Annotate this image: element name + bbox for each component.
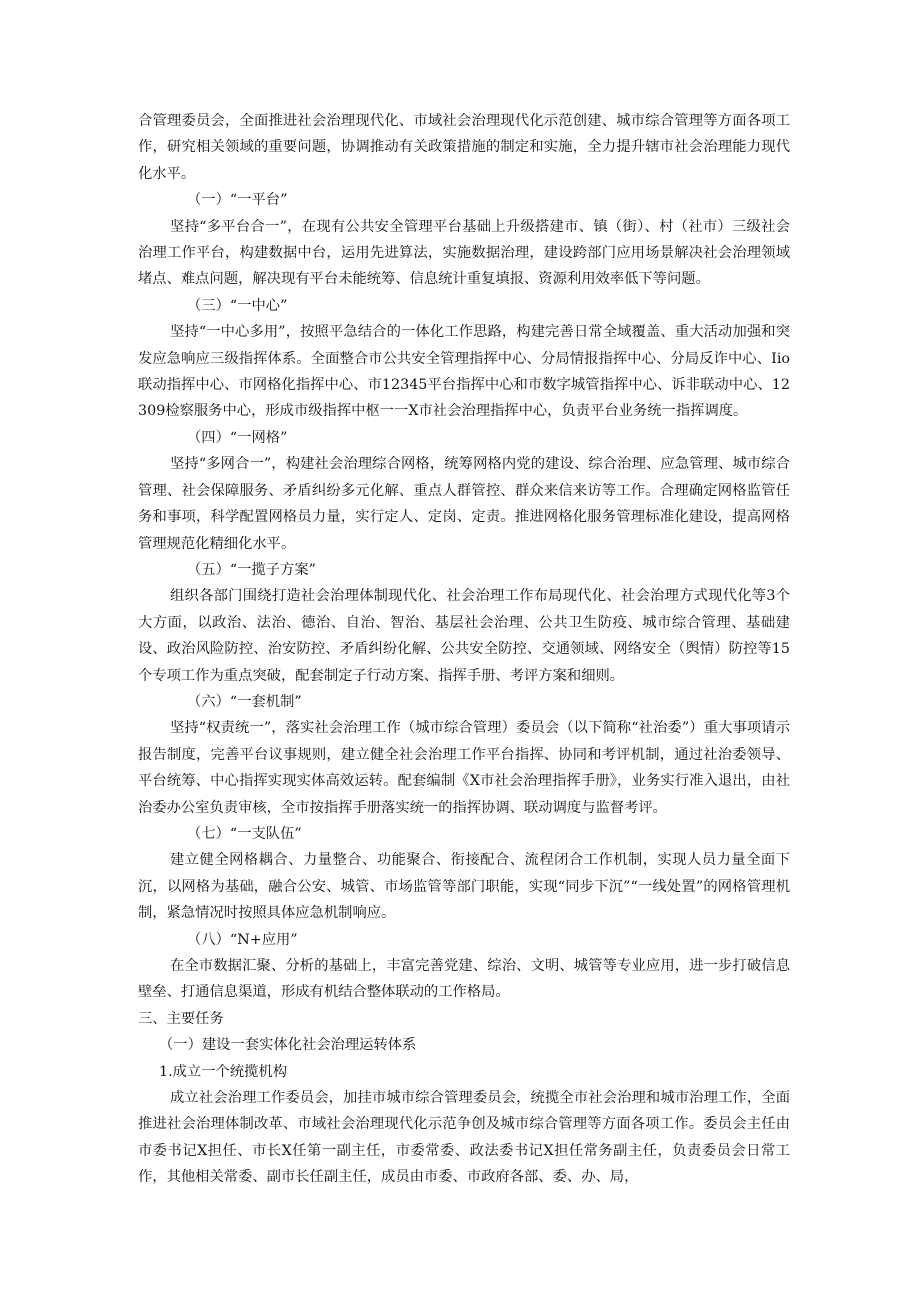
subsection-heading: （六）“一套机制” — [187, 693, 302, 710]
subsection-heading: （一）“一平台” — [187, 192, 288, 209]
paragraph-continued: 合管理委员会，全面推进社会治理现代化、市域社会治理现代化示范创建、城市综合管理等方面各项工作，研究相关领域的重要问题，协调推动有关政策措施的制定和实施，全力提升辖市社会治理能力现代化水平。 — [138, 113, 790, 182]
subsection-heading: （八）“N+应用” — [187, 931, 298, 948]
paragraph: 坚持“多网合一”，构建社会治理综合网格，统筹网格内党的建设、综合治理、应急管理、城市综合管理、社会保障服务、矛盾纠纷多元化解、重点人群管控、群众来信来访等工作。合理确定网格监管任务和事项，科学配置网格员力量，实行定人、定岗、定责。推进网格化服务管理标准化建设，提高网格管理规范化精细化水平。 — [138, 456, 790, 552]
paragraph: 成立社会治理工作委员会，加挂市城市综合管理委员会，统揽全市社会治理和城市治理工作，全面推进社会治理体制改革、市域社会治理现代化示范争创及城市综合管理等方面各项工作。委员会主任由市委书记X担任、市长X任第一副主任，市委常委、政法委书记X担任常务副主任，负责委员会日常工作，其他相关常委、副市长任副主任，成员由市委、市政府各部、委、办、局， — [138, 1090, 790, 1186]
paragraph: 坚持“权责统一”，落实社会治理工作（城市综合管理）委员会（以下简称“社治委”）重大事项请示报告制度，完善平台议事规则，建立健全社会治理工作平台指挥、协同和考评机制，通过社治委领导、平台统筹、中心指挥实现实体高效运转。配套编制《X市社会治理指挥手册》，业务实行准入退出，由社治委办公室负责审核，全市按指挥手册落实统一的指挥协调、联动调度与监督考评。 — [138, 720, 790, 816]
paragraph: 建立健全网格耦合、力量整合、功能聚合、衔接配合、流程闭合工作机制，实现人员力量全面下沉，以网格为基础，融合公安、城管、市场监管等部门职能，实现“同步下沉”“一线处置”的网格管理机制，紧急情况时按照具体应急机制响应。 — [138, 852, 790, 922]
item-heading: 1.成立一个统揽机构 — [159, 1063, 288, 1080]
item-heading: （一）建设一套实体化社会治理运转体系 — [159, 1037, 417, 1054]
subsection-heading: （四）“一网格” — [187, 429, 288, 446]
paragraph: 坚持“多平台合一”，在现有公共安全管理平台基础上升级搭建市、镇（街）、村（社市）三级社会治理工作平台，构建数据中台，运用先进算法，实施数据治理，建设跨部门应用场景解决社会治理领域堵点、难点问题，解决现有平台未能统筹、信息统计重复填报、资源利用效率低下等问题。 — [138, 218, 790, 288]
paragraph: 坚持“一中心多用”，按照平急结合的一体化工作思路，构建完善日常全域覆盖、重大活动加强和突发应急响应三级指挥体系。全面整合市公共安全管理指挥中心、分局情报指挥中心、分局反诈中心、Iio联动指挥中心、市网格化指挥中心、市12345平台指挥中心和市数字城管指挥中心、诉非联动中心、12309检察服务中心，形成市级指挥中枢一一X市社会治理指挥中心，负责平台业务统一指挥调度。 — [138, 324, 790, 420]
paragraph: 组织各部门围绕打造社会治理体制现代化、社会治理工作布局现代化、社会治理方式现代化等3个大方面，以政治、法治、德治、自治、智治、基层社会治理、公共卫生防疫、城市综合管理、基础建设、政治风险防控、治安防控、矛盾纠纷化解、公共安全防控、交通领域、网络安全（舆情）防控等15个专项工作为重点突破，配套制定子行动方案、指挥手册、考评方案和细则。 — [138, 588, 790, 684]
subsection-heading: （五）“一揽子方案” — [187, 561, 316, 578]
section-heading: 三、主要任务 — [138, 1010, 224, 1027]
paragraph: 在全市数据汇聚、分析的基础上，丰富完善党建、综治、文明、城管等专业应用，进一步打破信息壁垒、打通信息渠道，形成有机结合整体联动的工作格局。 — [138, 958, 790, 1001]
subsection-heading: （七）“一支队伍” — [187, 825, 302, 842]
document-page — [138, 108, 790, 1191]
subsection-heading: （三）“一中心” — [187, 297, 288, 314]
